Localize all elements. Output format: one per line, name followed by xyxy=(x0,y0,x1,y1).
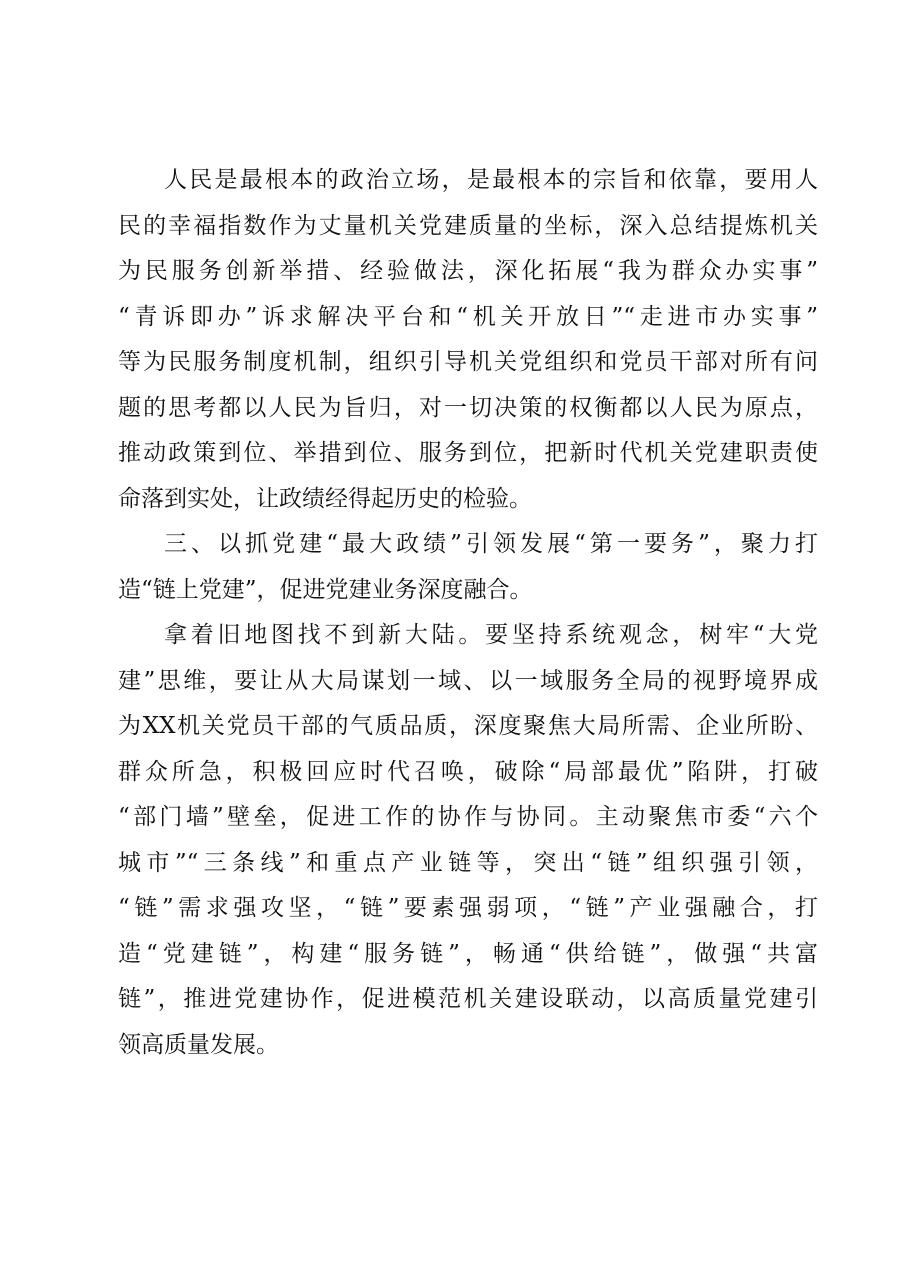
paragraph-line: 城市”“三条线”和重点产业链等，突出“链”组织强引领， xyxy=(118,849,818,876)
paragraph-line: 命落到实处，让政绩经得起历史的检验。 xyxy=(118,485,532,512)
paragraph-1 xyxy=(118,158,818,522)
paragraph-line: 为民服务创新举措、经验做法，深化拓展“我为群众办实事” xyxy=(118,258,818,284)
paragraph-line: 建”思维，要让从大局谋划一域、以一域服务全局的视野境界成 xyxy=(118,667,818,694)
paragraph-line: 造“党建链”，构建“服务链”，畅通“供给链”，做强“共富 xyxy=(118,940,818,967)
paragraph-line: 题的思考都以人民为旨归，对一切决策的权衡都以人民为原点， xyxy=(118,394,818,421)
heading-line: 造“链上党建”，促进党建业务深度融合。 xyxy=(118,576,533,603)
paragraph-line: 等为民服务制度机制，组织引导机关党组织和党员干部对所有问 xyxy=(118,349,818,375)
paragraph-line: 链”，推进党建协作，促进模范机关建设联动，以高质量党建引 xyxy=(118,986,818,1012)
paragraph-line: “青诉即办”诉求解决平台和“机关开放日”“走进市办实事” xyxy=(118,303,818,330)
paragraph-line: 领高质量发展。 xyxy=(118,1031,279,1058)
paragraph-line: 为XX机关党员干部的气质品质，深度聚焦大局所需、企业所盼、 xyxy=(118,713,818,739)
paragraph-line: 民的幸福指数作为丈量机关党建质量的坐标，深入总结提炼机关 xyxy=(118,212,818,239)
paragraph-line: 推动政策到位、举措到位、服务到位，把新时代机关党建职责使 xyxy=(118,440,818,466)
paragraph-line: “链”需求强攻坚，“链”要素强弱项，“链”产业强融合，打 xyxy=(118,895,818,921)
heading-line: 三、以抓党建“最大政绩”引领发展“第一要务”，聚力打 xyxy=(164,531,818,557)
paragraph-line: “部门墙”壁垒，促进工作的协作与协同。主动聚焦市委“六个 xyxy=(118,804,818,830)
paragraph-line: 拿着旧地图找不到新大陆。要坚持系统观念，树牢“大党 xyxy=(164,622,818,648)
paragraph-line: 群众所急，积极回应时代召唤，破除“局部最优”陷阱，打破 xyxy=(118,758,818,785)
paragraph-2 xyxy=(118,613,818,1068)
section-heading-3 xyxy=(118,522,818,613)
document-body xyxy=(118,158,818,1068)
paragraph-line: 人民是最根本的政治立场，是最根本的宗旨和依靠，要用人 xyxy=(164,167,818,193)
